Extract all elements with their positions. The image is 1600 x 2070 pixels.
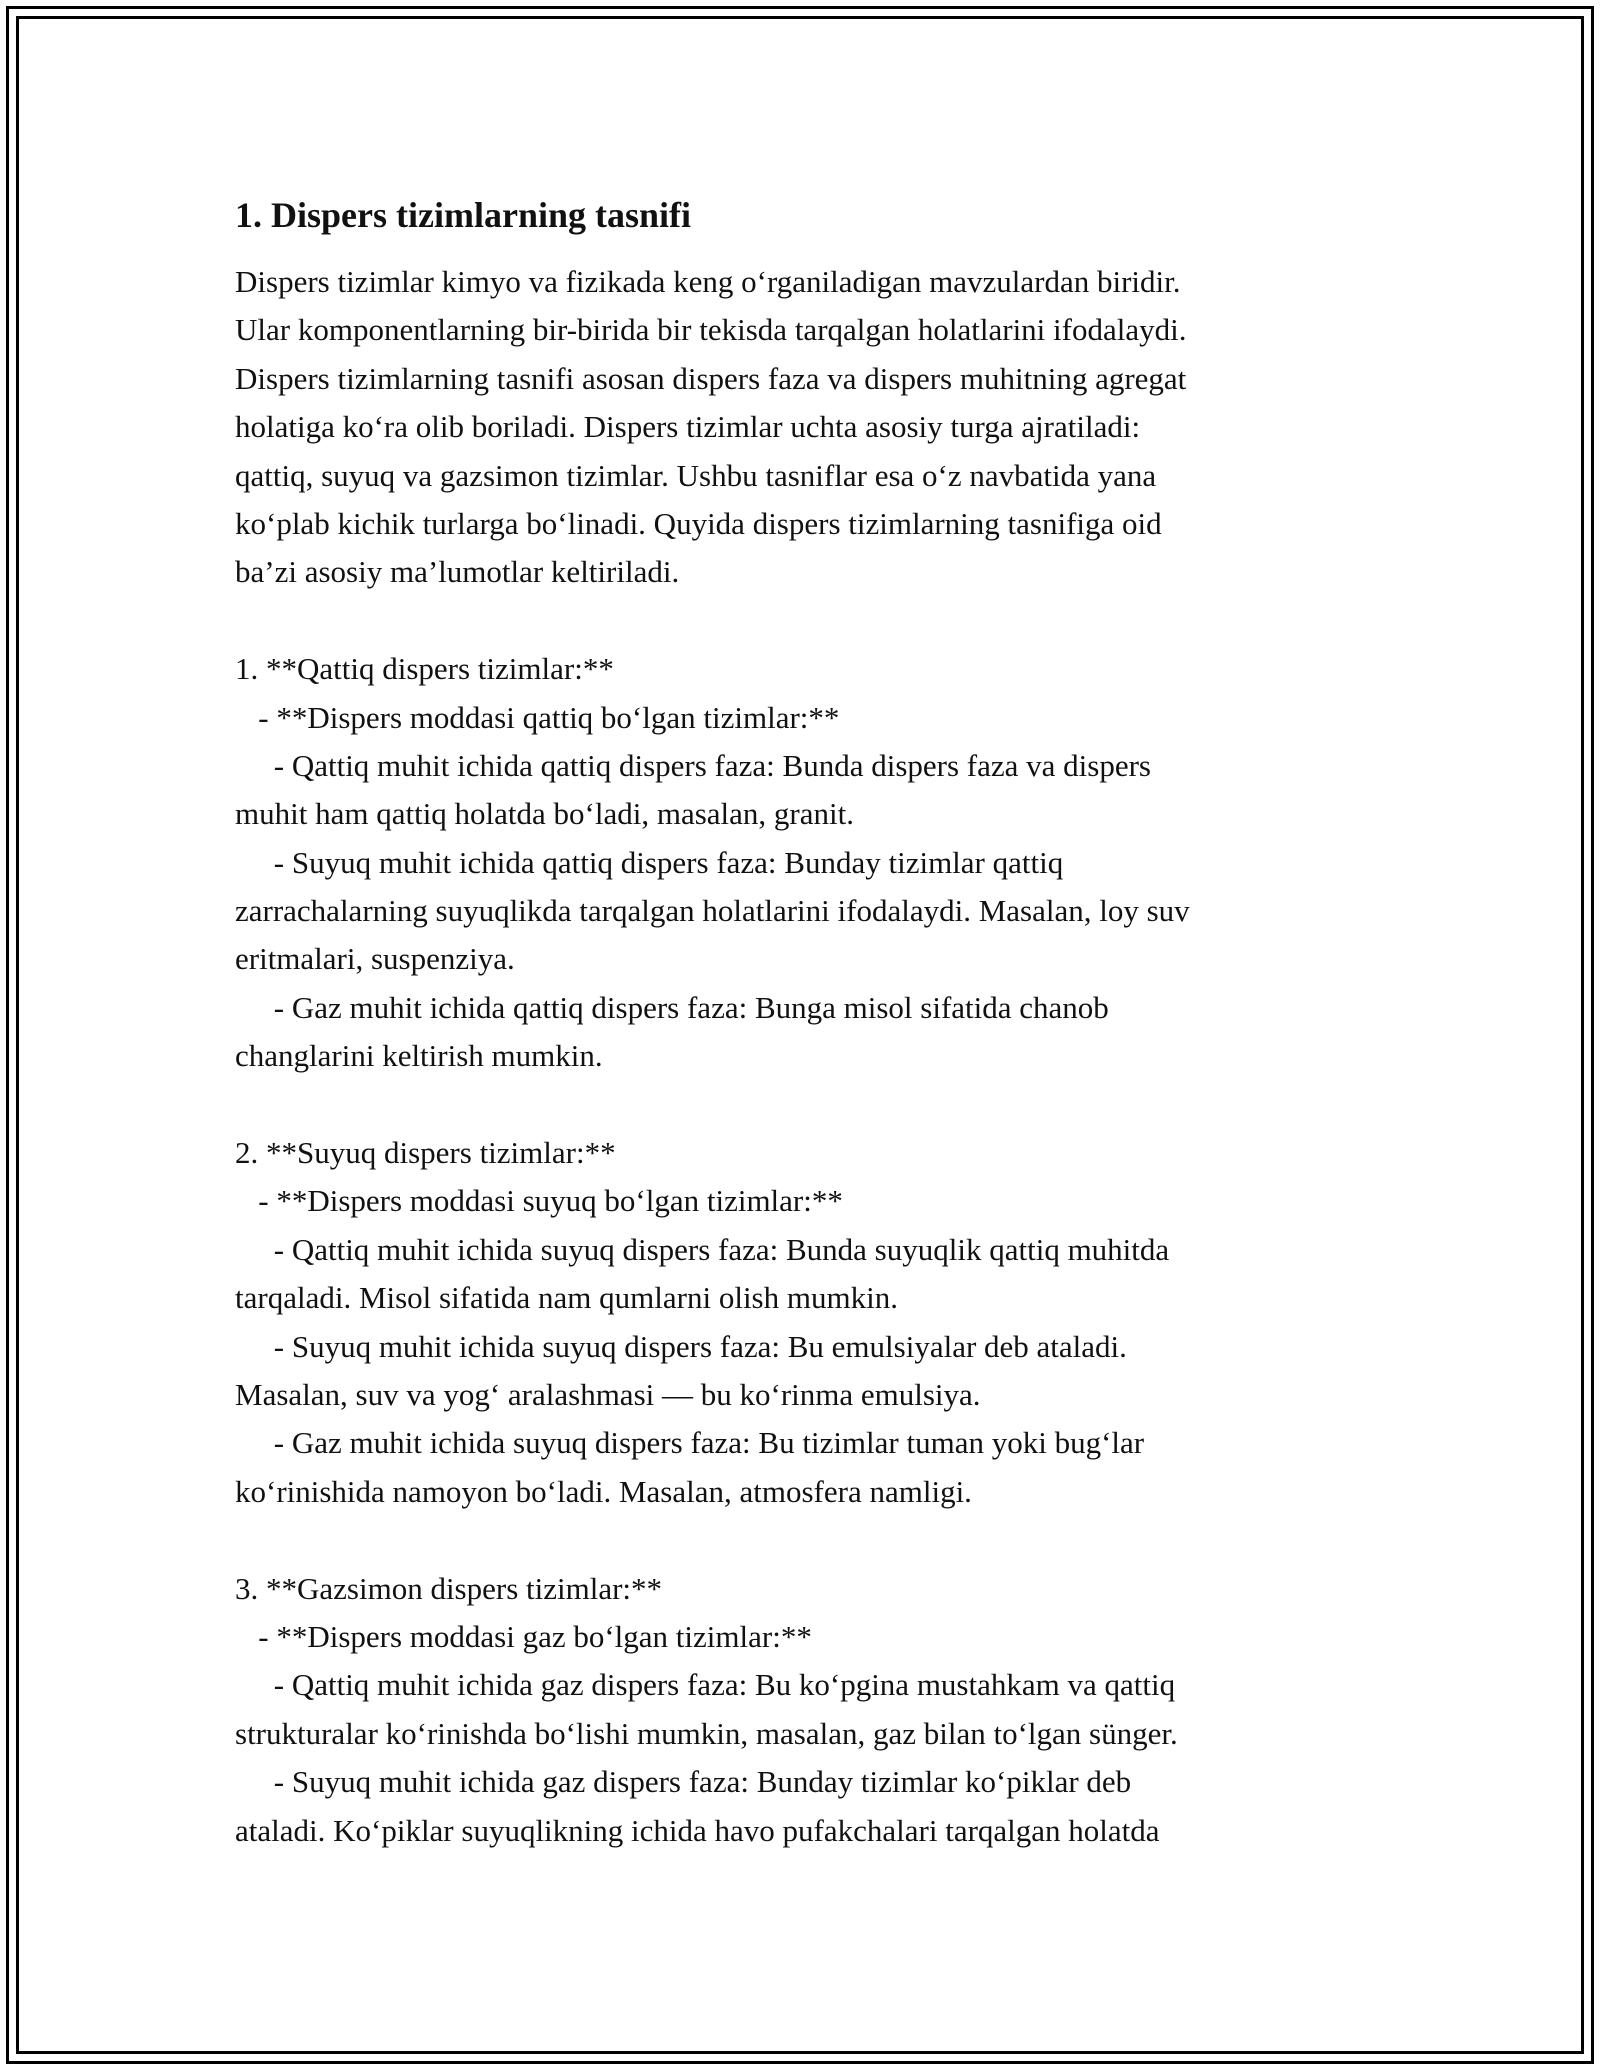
text-line: ataladi. Ko‘piklar suyuqlikning ichida havo pufakchalari tarqalgan holatda [235,1812,1160,1848]
text-line: eritmalari, suspenziya. [235,941,515,977]
list-item-heading: 3. **Gazsimon dispers tizimlar:** [235,1570,663,1606]
text-line: holatiga ko‘ra olib boriladi. Dispers tizimlar uchta asosiy turga ajratiladi: [235,409,1141,445]
list-item: - Qattiq muhit ichida suyuq dispers faza: Bunda suyuqlik qattiq muhitda [235,1231,1170,1267]
list-item: - Qattiq muhit ichida qattiq dispers faza: Bunda dispers faza va dispers [235,747,1151,783]
text-line: tarqaladi. Misol sifatida nam qumlarni olish mumkin. [235,1280,898,1316]
list-item-heading: 1. **Qattiq dispers tizimlar:** [235,651,614,687]
text-line: strukturalar ko‘rinishda bo‘lishi mumkin, masalan, gaz bilan to‘lgan sünger. [235,1715,1178,1751]
list-item: - Qattiq muhit ichida gaz dispers faza: Bu ko‘pgina mustahkam va qattiq [235,1667,1176,1703]
text-line: Dispers tizimlar kimyo va fizikada keng o‘rganiladigan mavzulardan biridir. [235,264,1181,299]
list-subheading: - **Dispers moddasi gaz bo‘lgan tizimlar:** [235,1618,812,1654]
text-line: qattiq, suyuq va gazsimon tizimlar. Ushbu tasniflar esa o‘z navbatida yana [235,457,1157,493]
list-item: - Suyuq muhit ichida gaz dispers faza: Bunday tizimlar ko‘piklar deb [235,1764,1132,1800]
list-item: - Gaz muhit ichida suyuq dispers faza: Bu tizimlar tuman yoki bug‘lar [235,1425,1145,1461]
blank-line [235,1081,1375,1129]
list-item: - Gaz muhit ichida qattiq dispers faza: Bunga misol sifatida chanob [235,989,1109,1025]
list-item-heading: 2. **Suyuq dispers tizimlar:** [235,1135,616,1171]
blank-line [235,1516,1375,1564]
text-line: Masalan, suv va yog‘ aralashmasi — bu ko‘rinma emulsiya. [235,1376,981,1412]
list-item: - Suyuq muhit ichida suyuq dispers faza: Bu emulsiyalar deb ataladi. [235,1328,1127,1364]
text-line: ba’zi asosiy ma’lumotlar keltiriladi. [235,554,680,590]
text-line: muhit ham qattiq holatda bo‘ladi, masalan, granit. [235,796,854,832]
list-item: - Suyuq muhit ichida qattiq dispers faza: Bunday tizimlar qattiq [235,844,1064,880]
list-subheading: - **Dispers moddasi qattiq bo‘lgan tizimlar:** [235,699,840,735]
text-line: Ular komponentlarning bir-birida bir tekisda tarqalgan holatlarini ifodalaydi. [235,312,1187,348]
text-line: Dispers tizimlarning tasnifi asosan dispers faza va dispers muhitning agregat [235,360,1187,396]
document-body [235,180,1375,1855]
text-line: zarrachalarning suyuqlikda tarqalgan holatlarini ifodalaydi. Masalan, loy suv [235,893,1190,929]
text-line: ko‘rinishida namoyon bo‘ladi. Masalan, atmosfera namligi. [235,1473,972,1509]
text-line: changlarini keltirish mumkin. [235,1038,603,1074]
section-heading: 1. Dispers tizimlarning tasnifi [235,195,691,235]
text-line: ko‘plab kichik turlarga bo‘linadi. Quyida dispers tizimlarning tasnifiga oid [235,505,1162,541]
list-subheading: - **Dispers moddasi suyuq bo‘lgan tizimlar:** [235,1183,843,1219]
blank-line [235,597,1375,645]
